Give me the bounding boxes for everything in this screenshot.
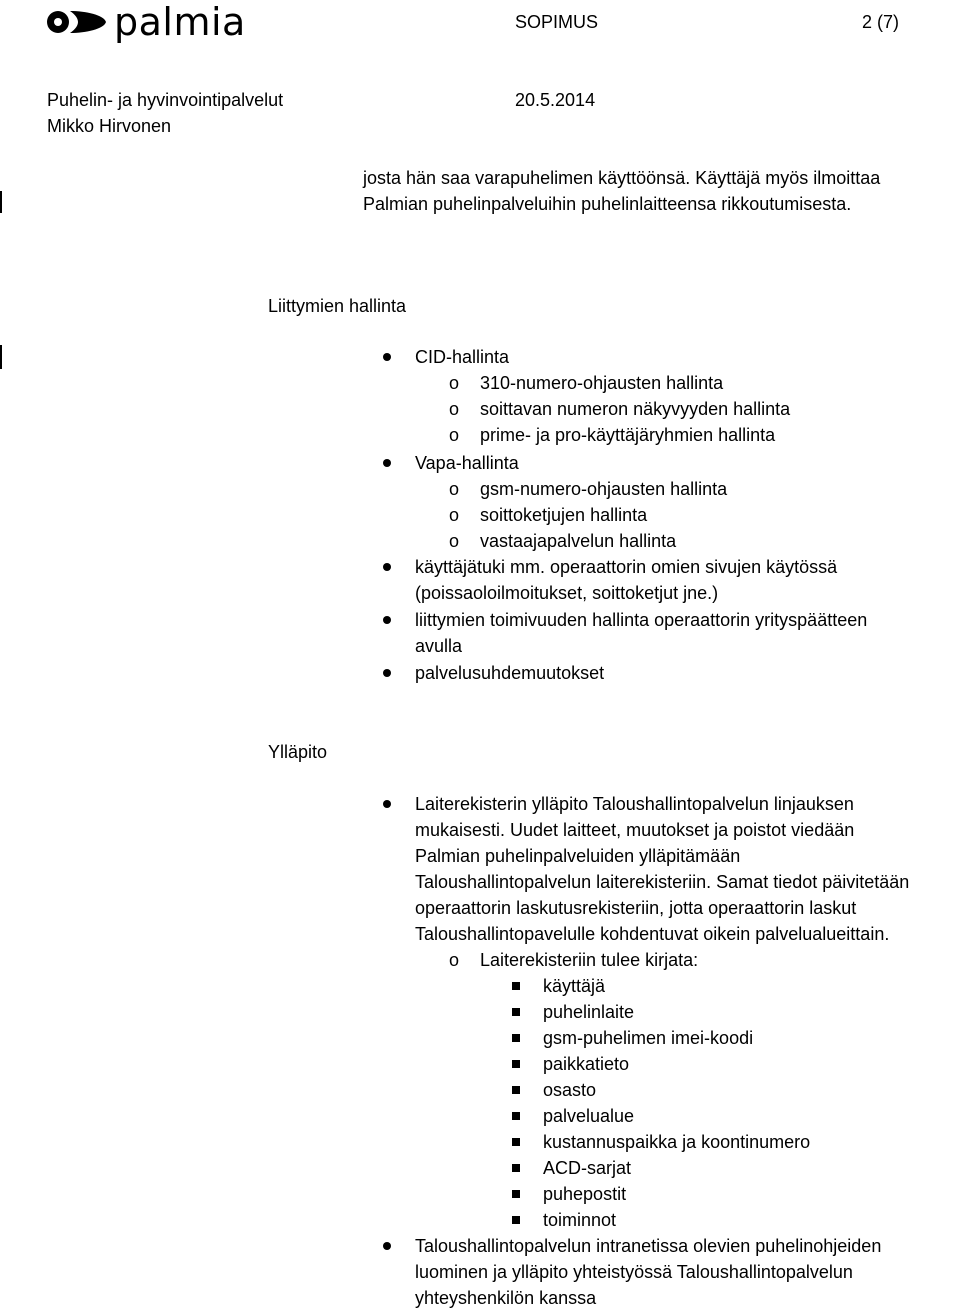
list-item: Vapa-hallinta: [415, 453, 519, 473]
sub-list-item: Laiterekisteriin tulee kirjata:: [480, 950, 699, 970]
author: Mikko Hirvonen: [47, 116, 172, 136]
sub-list-item: gsm-numero-ohjausten hallinta: [480, 479, 728, 499]
paragraph-line: operaattorin laskutusrekisteriin, jotta operaattorin laskut: [415, 898, 857, 918]
list-item: CID-hallinta: [415, 347, 510, 367]
page-number: 2 (7): [862, 12, 900, 32]
circle-bullet-icon: o: [449, 425, 460, 445]
list-item-continuation: avulla: [415, 636, 463, 656]
circle-bullet-icon: o: [449, 531, 460, 551]
field-item: puhepostit: [543, 1184, 627, 1204]
field-item: osasto: [543, 1080, 597, 1100]
square-bullet-icon: [512, 1086, 520, 1094]
department: Puhelin- ja hyvinvointipalvelut: [47, 90, 284, 110]
sub-list-item: vastaajapalvelun hallinta: [480, 531, 677, 551]
field-item: gsm-puhelimen imei-koodi: [543, 1028, 754, 1048]
bullet-icon: [383, 353, 391, 361]
circle-bullet-icon: o: [449, 373, 460, 393]
change-bar: [0, 191, 2, 213]
paragraph-line: Palmian puhelinpalveluiden ylläpitämään: [415, 846, 741, 866]
square-bullet-icon: [512, 1164, 520, 1172]
square-bullet-icon: [512, 1190, 520, 1198]
sub-list-item: soittavan numeron näkyvyyden hallinta: [480, 399, 791, 419]
square-bullet-icon: [512, 1138, 520, 1146]
section-heading-liittymat: Liittymien hallinta: [268, 296, 407, 316]
paragraph-line: luominen ja ylläpito yhteistyössä Taloushallintopalvelun: [415, 1262, 853, 1282]
square-bullet-icon: [512, 1008, 520, 1016]
field-item: toiminnot: [543, 1210, 617, 1230]
circle-bullet-icon: o: [449, 950, 460, 970]
field-item: puhelinlaite: [543, 1002, 635, 1022]
bullet-icon: [383, 1242, 391, 1250]
list-item: liittymien toimivuuden hallinta operaattorin yrityspäätteen: [415, 610, 868, 630]
field-item: ACD-sarjat: [543, 1158, 632, 1178]
list-item: käyttäjätuki mm. operaattorin omien sivujen käytössä: [415, 557, 838, 577]
square-bullet-icon: [512, 982, 520, 990]
bullet-icon: [383, 563, 391, 571]
palmia-logo-icon: [46, 5, 108, 39]
sub-list-item: 310-numero-ohjausten hallinta: [480, 373, 724, 393]
bullet-icon: [383, 800, 391, 808]
bullet-icon: [383, 669, 391, 677]
square-bullet-icon: [512, 1112, 520, 1120]
field-item: kustannuspaikka ja koontinumero: [543, 1132, 811, 1152]
square-bullet-icon: [512, 1216, 520, 1224]
field-item: paikkatieto: [543, 1054, 630, 1074]
bullet-icon: [383, 616, 391, 624]
paragraph-line: Taloushallintopalvelun intranetissa olevien puhelinohjeiden: [415, 1236, 882, 1256]
sub-list-item: prime- ja pro-käyttäjäryhmien hallinta: [480, 425, 776, 445]
paragraph-line: Taloushallintopavelulle kohdentuvat oikein palvelualueittain.: [415, 924, 890, 944]
square-bullet-icon: [512, 1034, 520, 1042]
palmia-logo-text: palmia: [114, 0, 246, 44]
paragraph-line: yhteyshenkilön kanssa: [415, 1288, 597, 1308]
doc-date: 20.5.2014: [515, 90, 596, 110]
square-bullet-icon: [512, 1060, 520, 1068]
list-item: palvelusuhdemuutokset: [415, 663, 605, 683]
bullet-icon: [383, 459, 391, 467]
list-item-continuation: (poissaoloilmoitukset, soittoketjut jne.): [415, 583, 719, 603]
field-item: palvelualue: [543, 1106, 635, 1126]
change-bar: [0, 345, 2, 369]
paragraph-line: Taloushallintopalvelun laiterekisteriin. Samat tiedot päivitetään: [415, 872, 910, 892]
section-heading-yllapito: Ylläpito: [268, 742, 328, 762]
doc-type: SOPIMUS: [515, 12, 599, 32]
paragraph-line: Laiterekisterin ylläpito Taloushallintopalvelun linjauksen: [415, 794, 854, 814]
circle-bullet-icon: o: [449, 399, 460, 419]
paragraph-line: mukaisesti. Uudet laitteet, muutokset ja poistot viedään: [415, 820, 855, 840]
circle-bullet-icon: o: [449, 479, 460, 499]
intro-line: josta hän saa varapuhelimen käyttöönsä. Käyttäjä myös ilmoittaa: [363, 168, 881, 188]
sub-list-item: soittoketjujen hallinta: [480, 505, 648, 525]
intro-line: Palmian puhelinpalveluihin puhelinlaitteensa rikkoutumisesta.: [363, 194, 852, 214]
palmia-logo: [46, 2, 246, 42]
circle-bullet-icon: o: [449, 505, 460, 525]
field-item: käyttäjä: [543, 976, 606, 996]
